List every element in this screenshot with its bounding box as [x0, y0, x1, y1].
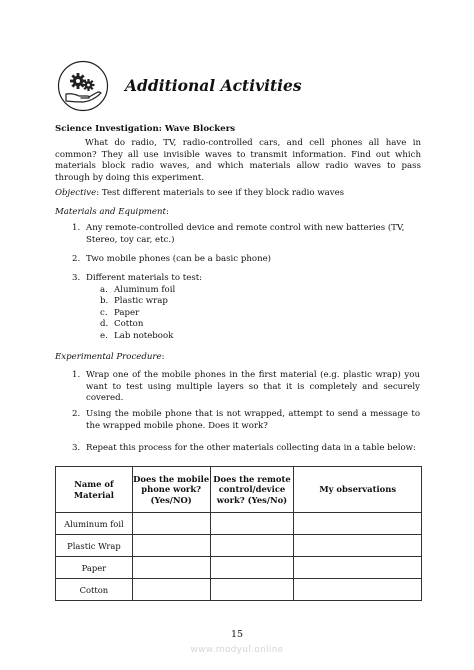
page-title: Additional Activities [125, 76, 302, 95]
materials-heading-text: Materials and Equipment [55, 207, 167, 217]
observation-cell[interactable] [294, 557, 422, 579]
sub-text: Paper [114, 307, 140, 318]
procedure-step-3: Repeat this process for the other materials collecting data in a table below: [86, 443, 416, 453]
table-row [56, 579, 422, 601]
sub-text: Plastic wrap [114, 296, 168, 307]
sub-letter: a. [100, 284, 108, 295]
sub-letter: d. [100, 319, 109, 330]
material-cell: Cotton [56, 579, 133, 601]
answer-cell[interactable] [210, 579, 294, 601]
sub-letter: e. [100, 331, 108, 341]
material-cell: Aluminum foil [56, 513, 133, 535]
list-item-text: Two mobile phones (can be a basic phone) [86, 254, 272, 264]
materials-item-1-cont [86, 235, 174, 247]
procedure-step-1: Wrap one of the mobile phones in the first material (e.g. plastic wrap) you want to test using multiple layers so that it is completely and securely covered. [86, 370, 420, 404]
watermark: www.modyul.online [190, 645, 284, 655]
table-row [56, 513, 422, 535]
procedure-number-2: 2. [72, 409, 81, 419]
materials-heading [55, 207, 169, 217]
procedure-heading [55, 352, 165, 362]
list-number: 2. [72, 254, 81, 264]
material-sub-item-c [100, 308, 139, 320]
procedure-heading-text: Experimental Procedure [55, 352, 162, 362]
procedure-number-3: 3. [72, 443, 81, 453]
materials-heading-suffix: : [166, 207, 169, 217]
sub-letter: c. [100, 307, 108, 318]
material-cell: Plastic Wrap [56, 535, 133, 557]
sub-text: Cotton [114, 319, 144, 330]
materials-item-3 [72, 273, 202, 285]
table-row [56, 535, 422, 557]
list-item-text: Stereo, toy car, etc.) [86, 234, 175, 245]
column-header: Does the remote control/device work? (Yes/No) [210, 467, 294, 513]
sub-text: Lab notebook [114, 331, 174, 341]
answer-cell[interactable] [132, 513, 210, 535]
section-title: Science Investigation: Wave Blockers [55, 124, 236, 134]
observation-cell[interactable] [294, 513, 422, 535]
procedure-heading-suffix: : [161, 352, 165, 362]
observation-cell[interactable] [294, 579, 422, 601]
observation-cell[interactable] [294, 535, 422, 557]
list-item-text: Different materials to test: [86, 273, 203, 283]
page-number: 15 [230, 629, 244, 640]
materials-item-1 [72, 223, 404, 235]
material-cell: Paper [56, 557, 133, 579]
answer-cell[interactable] [132, 535, 210, 557]
material-sub-item-d [100, 319, 143, 331]
material-sub-item-e [100, 331, 173, 343]
sub-letter: b. [100, 296, 109, 307]
procedure-step-2: Using the mobile phone that is not wrapped, attempt to send a message to the wrapped mobile phone. Does it work? [86, 409, 420, 431]
column-header: My observations [294, 467, 422, 513]
sub-text: Aluminum foil [114, 284, 176, 295]
list-number: 1. [72, 223, 81, 233]
table-row [56, 557, 422, 579]
material-sub-item-b [100, 296, 168, 308]
list-number: 3. [72, 273, 81, 283]
table-header-row [56, 467, 422, 513]
list-item-text: Any remote-controlled device and remote control with new batteries (TV, [86, 223, 405, 233]
gears-in-hand-icon [57, 60, 109, 112]
column-header: Name of Material [56, 467, 133, 513]
objective-text: : Test different materials to see if they block radio waves [96, 188, 345, 198]
answer-cell[interactable] [210, 535, 294, 557]
procedure-number-1: 1. [72, 370, 81, 380]
answer-cell[interactable] [210, 557, 294, 579]
results-table [55, 466, 422, 601]
column-header: Does the mobile phone work? (Yes/NO) [132, 467, 210, 513]
objective-line [55, 188, 344, 198]
answer-cell[interactable] [132, 557, 210, 579]
material-sub-item-a [100, 285, 175, 297]
materials-item-2 [72, 254, 271, 266]
answer-cell[interactable] [210, 513, 294, 535]
answer-cell[interactable] [132, 579, 210, 601]
intro-paragraph: What do radio, TV, radio-controlled cars, and cell phones all have in common? They all use invisible waves to transmit information. Find out which materials block radio waves, and which materials allow radio waves to pass through by doing this experiment. [55, 138, 421, 183]
objective-label: Objective [55, 188, 97, 198]
